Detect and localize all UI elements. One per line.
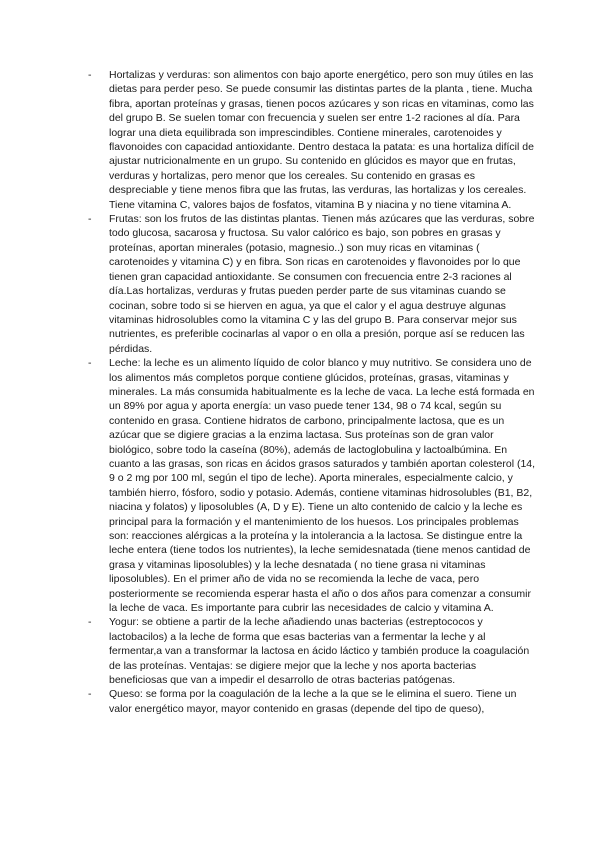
- list-item-queso: [88, 687, 536, 716]
- food-groups-list: [88, 68, 536, 716]
- paragraph-frutas: Frutas: son los frutos de las distintas plantas. Tienen más azúcares que las verduras, sobre todo glucosa, sacarosa y fructosa. Su valor calórico es bajo, son pobres en grasas y proteínas, aportan minerales (potasio, magnesio..) son muy ricas en vitaminas ( carotenoides y vitamina C) y en fibra. Son ricas en carotenoides y flavonoides por lo que tienen gran capacidad antioxidante. Se consumen con frecuencia entre 2-3 raciones al día.Las hortalizas, verduras y frutas pueden perder parte de sus vitaminas cuando se cocinan, sobre todo si se hierven en agua, ya que el calor y el agua destruye algunas vitaminas hidrosolubles como la vitamina C y las del grupo B. Para conservar mejor sus nutrientes, es preferible cocinarlas al vapor o en olla a presión, porque así se reducen las pérdidas.: [109, 213, 535, 355]
- list-item-yogur: [88, 615, 536, 687]
- paragraph-leche: Leche: la leche es un alimento líquido de color blanco y muy nutritivo. Se considera uno de los alimentos más completos porque contiene glúcidos, proteínas, grasas, vitaminas y minerales. La más consumida habitualmente es la leche de vaca. La leche está formada en un 89% por agua y aporta energía: un vaso puede tener 134, 98 o 74 kcal, según su contenido en grasa. Contiene hidratos de carbono, principalmente lactosa, que es un azúcar que se digiere gracias a la enzima lactasa. Sus proteínas son de gran valor biológico, sobre todo la caseína (80%), además de lactoglobulina y lactoalbúmina. En cuanto a las grasas, son ricas en ácidos grasos saturados y también aportan colesterol (14, 9 o 2 mg por 100 ml, según el tipo de leche). Aporta minerales, especialmente calcio, y también hierro, fósforo, sodio y potasio. Además, contiene vitaminas hidrosolubles (B1, B2, niacina y folatos) y liposolubles (A, D y E). Tiene un alto contenido de calcio y la leche es principal para la formación y el mantenimiento de los huesos. Los principales problemas son: reacciones alérgicas a la proteína y la intolerancia a la lactosa. Se distingue entre la leche entera (tiene todos los nutrientes), la leche semidesnatada (tiene menos cantidad de grasa y vitaminas liposolubles) y la leche desnatada ( no tiene grasa ni vitaminas liposolubles). En el primer año de vida no se recomienda la leche de vaca, pero posteriormente se recomienda esperar hasta el año o dos años para comenzar a consumir la leche de vaca. Es importante para cubrir las necesidades de calcio y vitamina A.: [109, 357, 536, 615]
- list-bullet: -: [88, 688, 92, 701]
- list-item-frutas: [88, 212, 536, 356]
- list-item-hortalizas: [88, 68, 536, 212]
- paragraph-yogur: Yogur: se obtiene a partir de la leche añadiendo unas bacterias (estreptococos y lactobacilos) a la leche de forma que esas bacterias van a fermentar la leche y al fermentar,a van a transformar la lactosa en ácido láctico y también produce la coagulación de las proteínas. Ventajas: se digiere mejor que la leche y nos aporta bacterias beneficiosas que van a impedir el desarrollo de otras bacterias patógenas.: [109, 616, 530, 687]
- paragraph-hortalizas: Hortalizas y verduras: son alimentos con bajo aporte energético, pero son muy útiles en las dietas para perder peso. Se puede consumir las distintas partes de la planta , tiene. Mucha fibra, aportan proteínas y grasas, tienen pocos azúcares y son ricas en vitaminas, como las del grupo B. Se suelen tomar con frecuencia y suelen ser entre 1-2 raciones al día. Para lograr una dieta equilibrada son imprescindibles. Contiene minerales, carotenoides y flavonoides con capacidad antioxidante. Dentro destaca la patata: es una hortaliza difícil de ajustar nutricionalmente en un grupo. Su contenido en glúcidos es mayor que en frutas, verduras y hortalizas, pero menor que los cereales. Su contenido en grasas es despreciable y tiene menos fibra que las frutas, las verduras, las hortalizas y los cereales. Tiene vitamina C, valores bajos de fosfatos, vitamina B y niacina y no tiene vitamina A.: [109, 69, 534, 211]
- paragraph-queso: Queso: se forma por la coagulación de la leche a la que se le elimina el suero. Tiene un valor energético mayor, mayor contenido en grasas (depende del tipo de queso),: [109, 688, 517, 715]
- list-bullet: -: [88, 616, 92, 629]
- list-bullet: -: [88, 213, 92, 226]
- list-item-leche: [88, 356, 536, 615]
- list-bullet: -: [88, 69, 92, 81]
- list-bullet: -: [88, 357, 92, 370]
